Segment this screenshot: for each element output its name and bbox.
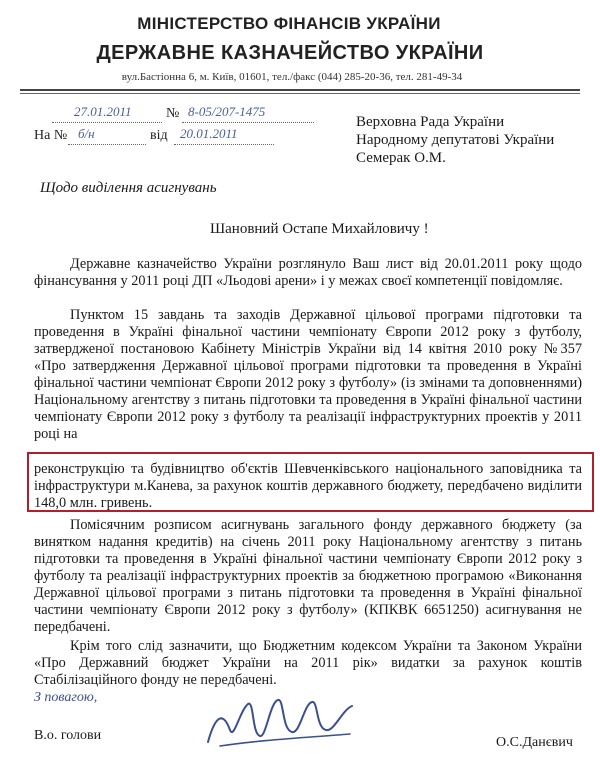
registration-block	[34, 104, 334, 148]
ref-label: На №	[34, 128, 68, 143]
paragraph-4	[34, 638, 582, 689]
highlight-box	[27, 452, 594, 512]
paragraph-2-text-b: реконструкцію та будівництво об'єктів Шевченківського національного заповідника та інфраструктури м.Канева, за рахунок коштів державного бюджету, передбачено виділити 148,0 млн. гривень.	[34, 461, 582, 511]
ref-date: 20.01.2011	[180, 126, 238, 141]
letterhead-rule	[20, 89, 580, 91]
treasury-name: ДЕРЖАВНЕ КАЗНАЧЕЙСТВО УКРАЇНИ	[96, 42, 484, 64]
registration-number: 8-05/207-1475	[188, 104, 266, 119]
paragraph-2-text-a: Пунктом 15 завдань та заходів Державної цільової програми підготовки та проведення в Україні фінальної частини чемпіонату Європи 2012 року з футболу, затвердженої постановою Кабінету Міністрів України від 14 квітня 2010 року №357 «Про затвердження Державної цільової програми підготовки та проведення в Україні фінальної частини чемпіонат Європи 2012 року з футболу» (із змінами та доповненнями) Національному агентству з питань підготовки та проведення в Україні фінальної частини чемпіонату Європи 2012 року з футболу та реалізації інфраструктурних проектів у 2011 році на	[34, 307, 582, 442]
paragraph-2	[34, 307, 582, 443]
paragraph-3-text: Помісячним розписом асигнувань загального фонду державного бюджету (за винятком надання кредитів) на січень 2011 року Національному агентству з питань підготовки та проведення в Україні фінальної частини чемпіонату Європи 2012 року з футболу та реалізації інфраструктурних проектів за бюджетною програмою «Виконання Державної цільової програми з питань підготовки та проведення в Україні фінальної частини чемпіонату Європи 2012 року з футболу» (КПКВК 6651250) асигнування не передбачені.	[34, 517, 582, 635]
signer-name: О.С.Данєвич	[496, 735, 573, 750]
recipient-line-2: Народному депутатові України	[356, 132, 555, 148]
paragraph-1-text: Державне казначейство України розглянуло Ваш лист від 20.01.2011 року щодо фінансування у 2011 році ДП «Льодові арени» і у межах своєї компетенції повідомляє.	[34, 256, 582, 289]
from-label: від	[150, 128, 168, 143]
paragraph-3	[34, 517, 582, 636]
paragraph-4-text: Крім того слід зазначити, що Бюджетним кодексом України та Законом України «Про Державний бюджет України на 2011 рік» видатки за рахунок коштів Стабілізаційного фонду не передбачені.	[34, 638, 582, 688]
letterhead-rule-thin	[20, 93, 580, 94]
paragraph-1	[34, 256, 582, 290]
registration-date: 27.01.2011	[74, 104, 132, 119]
signer-role: В.о. голови	[34, 728, 102, 743]
signature-image	[200, 690, 360, 750]
letterhead-address: вул.Бастіонна 6, м. Київ, 01601, тел./факс (044) 285-20-36, тел. 281-49-34	[121, 71, 463, 83]
ministry-name: МІНІСТЕРСТВО ФІНАНСІВ УКРАЇНИ	[137, 14, 441, 33]
letter-subject: Щодо виділення асигнувань	[40, 180, 217, 196]
salutation: Шановний Остапе Михайловичу !	[210, 221, 429, 237]
recipient-line-3: Семерак О.М.	[356, 150, 446, 166]
number-label: №	[166, 106, 180, 121]
ref-number: б/н	[78, 126, 95, 141]
handwritten-closing: З повагою,	[34, 690, 98, 705]
recipient-line-1: Верховна Рада України	[356, 114, 505, 130]
